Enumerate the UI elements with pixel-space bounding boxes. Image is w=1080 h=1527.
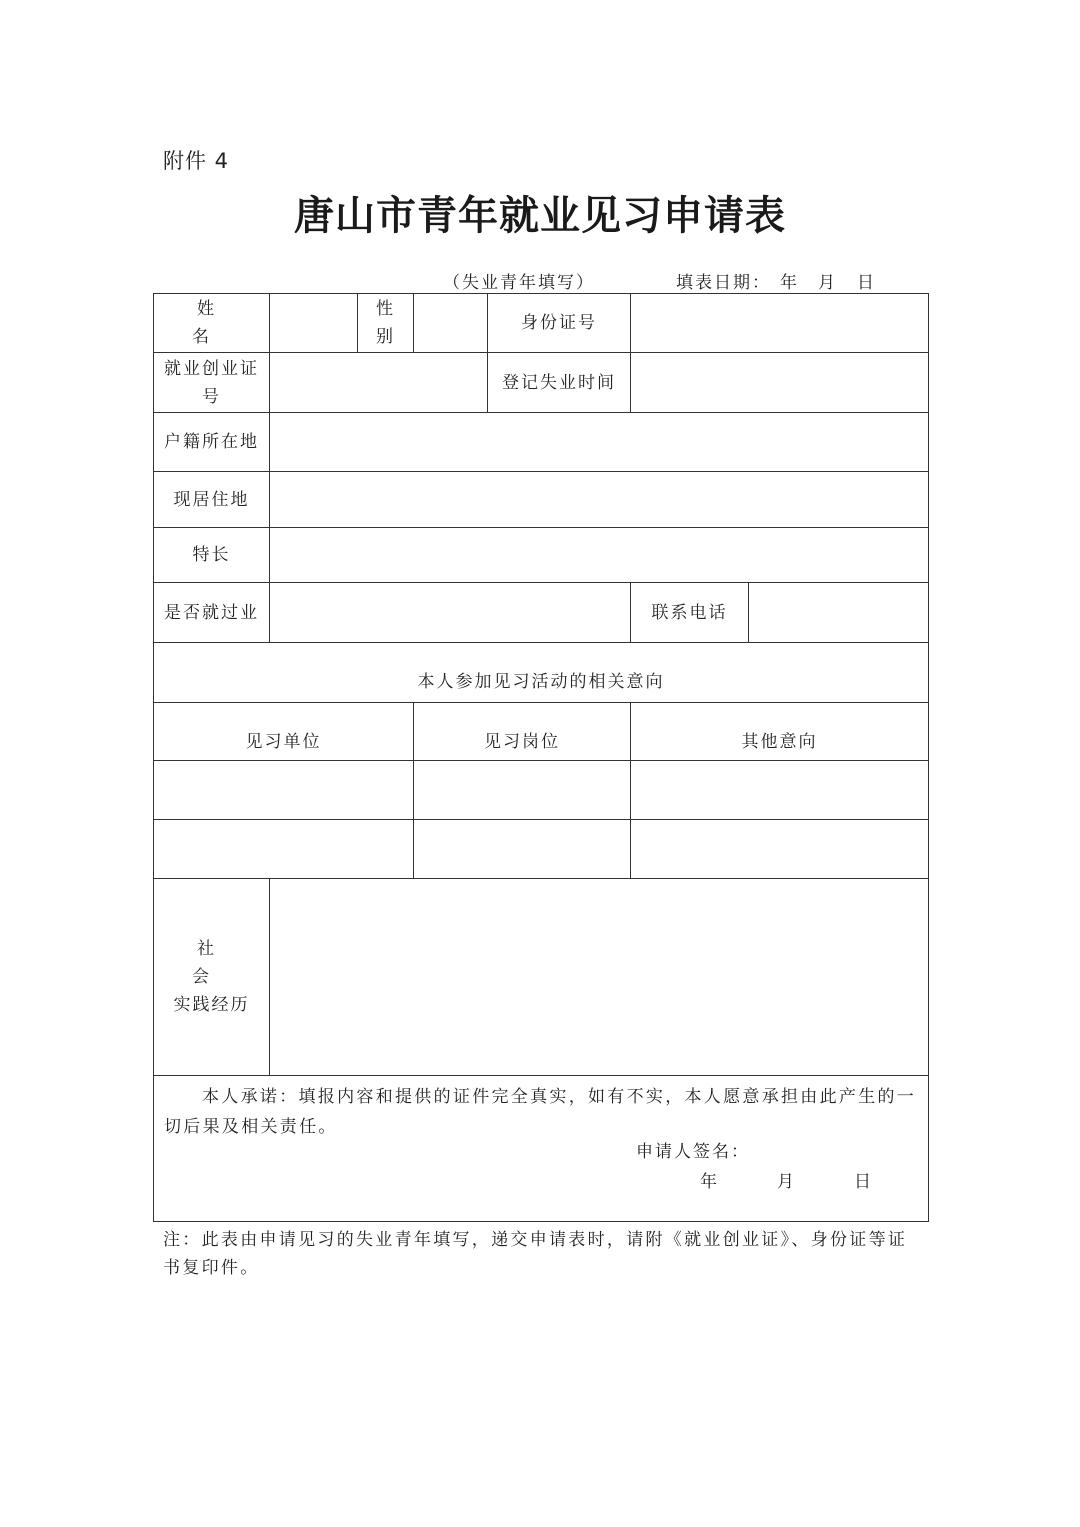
fill-date-month: 月 (818, 273, 837, 293)
fill-date-label: 填表日期： (676, 273, 771, 293)
id-number-label: 身份证号 (488, 294, 631, 353)
fill-date-day: 日 (857, 273, 876, 293)
name-field[interactable] (270, 294, 358, 353)
internship-unit-field[interactable] (154, 761, 414, 820)
gender-label: 性 别 (358, 294, 414, 353)
pledge-date-year: 年 (700, 1172, 719, 1192)
internship-post-header: 见习岗位 (414, 703, 631, 761)
pledge-date-month: 月 (777, 1172, 796, 1192)
table-row (154, 294, 929, 353)
employment-cert-field[interactable] (270, 353, 488, 413)
gender-field[interactable] (414, 294, 488, 353)
pledge-cell (154, 1076, 929, 1222)
internship-post-field[interactable] (414, 820, 631, 879)
table-row (154, 1076, 929, 1222)
household-registration-label: 户籍所在地 (154, 413, 270, 472)
employment-cert-label: 就业创业证 号 (154, 353, 270, 413)
form-title: 唐山市青年就业见习申请表 (294, 192, 786, 239)
previously-employed-field[interactable] (270, 583, 631, 643)
unemployment-reg-time-label: 登记失业时间 (488, 353, 631, 413)
intention-heading: 本人参加见习活动的相关意向 (154, 643, 929, 703)
pledge-date-day: 日 (854, 1172, 873, 1192)
unemployment-reg-time-field[interactable] (631, 353, 929, 413)
table-row (154, 643, 929, 703)
current-residence-field[interactable] (270, 472, 929, 528)
internship-unit-field[interactable] (154, 820, 414, 879)
social-practice-label: 社 会 实践经历 (154, 879, 270, 1076)
table-row (154, 583, 929, 643)
current-residence-label: 现居住地 (154, 472, 270, 528)
filled-by-note: （失业青年填写） (443, 273, 595, 293)
social-practice-field[interactable] (270, 879, 929, 1076)
specialty-label: 特长 (154, 528, 270, 583)
previously-employed-label: 是否就过业 (154, 583, 270, 643)
pledge-text: 本人承诺：填报内容和提供的证件完全真实，如有不实，本人愿意承担由此产生的一切后果及相关责任。 (164, 1087, 917, 1137)
table-row (154, 703, 929, 761)
table-row (154, 879, 929, 1076)
table-row (154, 761, 929, 820)
attachment-label: 附件 4 (163, 149, 230, 173)
internship-unit-header: 见习单位 (154, 703, 414, 761)
contact-phone-field[interactable] (749, 583, 929, 643)
other-intention-field[interactable] (631, 820, 929, 879)
table-row (154, 413, 929, 472)
contact-phone-label: 联系电话 (631, 583, 749, 643)
signature-label: 申请人签名： (636, 1142, 750, 1162)
other-intention-field[interactable] (631, 761, 929, 820)
household-registration-field[interactable] (270, 413, 929, 472)
name-label: 姓 名 (154, 294, 270, 353)
fill-date-year: 年 (780, 273, 799, 293)
internship-post-field[interactable] (414, 761, 631, 820)
footnote: 注：此表由申请见习的失业青年填写，递交申请表时，请附《就业创业证》、身份证等证书复印件。 (163, 1230, 908, 1278)
table-row (154, 528, 929, 583)
table-row (154, 820, 929, 879)
table-row (154, 472, 929, 528)
application-form-table (153, 293, 929, 1222)
other-intention-header: 其他意向 (631, 703, 929, 761)
id-number-field[interactable] (631, 294, 929, 353)
table-row (154, 353, 929, 413)
specialty-field[interactable] (270, 528, 929, 583)
